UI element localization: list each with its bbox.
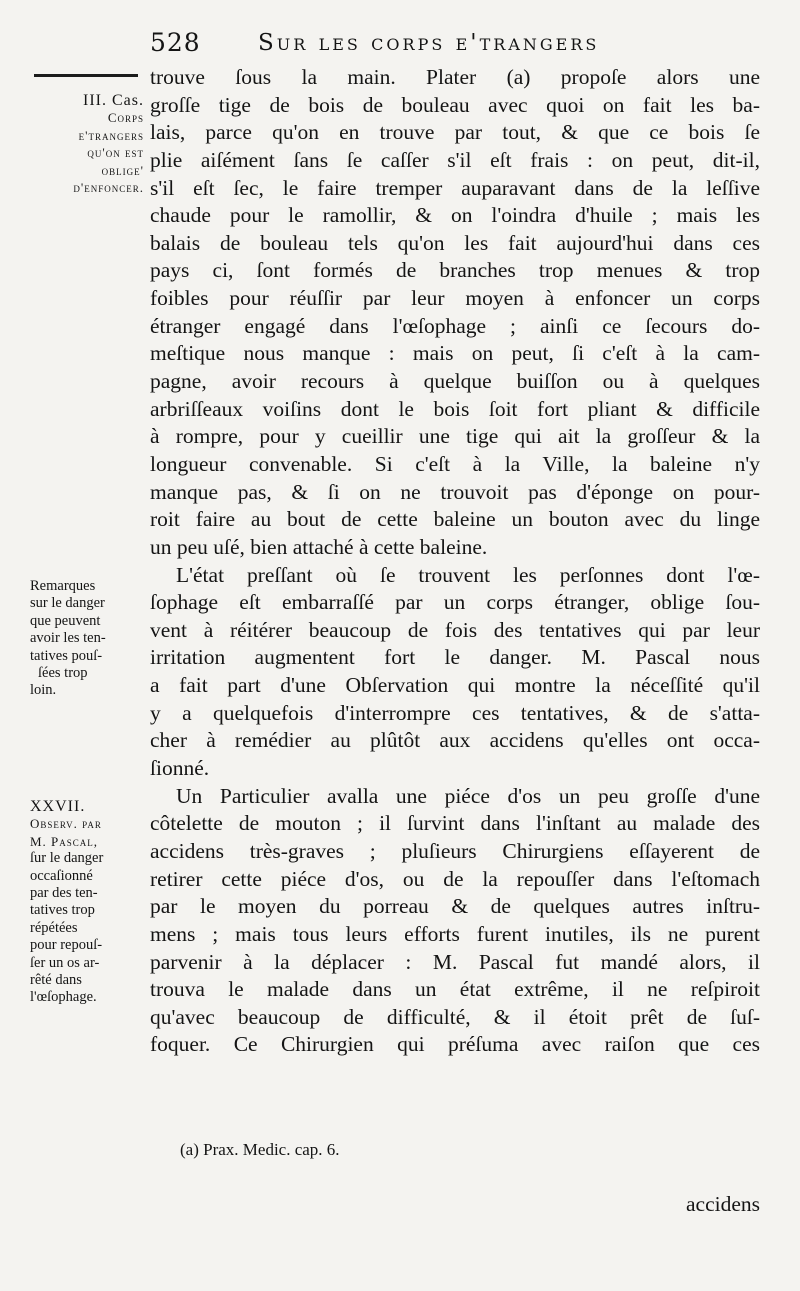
text-line: roit faire au bout de cette baleine un bouton avec du linge [150,507,760,532]
running-head: Sur les corps e'trangers [258,30,600,56]
margin-note-line: tatives trop [30,902,95,919]
margin-note-line: tatives pouſ- [30,647,103,664]
text-line: ſionné. [150,756,210,781]
page-header [150,28,760,64]
text-line: côtelette de mouton ; il ſurvint dans l'inſtant au malade des [150,811,760,836]
margin-note-line: ſées trop [38,664,88,681]
text-line: parvenir à la déplacer : M. Pascal fut mandé alors, il [150,949,760,974]
margin-note-line: pour repouſ- [30,937,103,954]
margin-note-line: sur le danger [30,595,105,612]
text-line: arbriſſeaux voiſins dont le bois ſoit fort pliant & difficile [150,396,760,421]
margin-note-line: occaſionné [30,867,93,884]
margin-note-line: Remarques [30,578,96,594]
margin-note-line: qu'on est [87,145,144,161]
text-line: vent à réitérer beaucoup de fois des tentatives qui par leur [150,617,760,642]
margin-note-line: loin. [30,682,57,699]
text-line: irritation augmentent fort le danger. M. Pascal nous [150,645,760,670]
text-line: a fait part d'une Obſervation qui montre la néceſſité qu'il [150,673,760,698]
text-line: manque pas, & ſi on ne trouvoit pas d'éponge on pour- [150,479,760,504]
margin-note-line: M. Pascal, [30,833,99,849]
margin-note-line: répétées [30,919,78,936]
text-line: s'il eſt ſec, le faire tremper auparavant dans de la leſſive [150,175,760,200]
text-line: meſtique nous manque : mais on peut, ſi c'eſt à la cam- [150,341,760,366]
text-line: étranger engagé dans l'œſophage ; ainſi ce ſecours do- [150,313,760,338]
margin-rule [34,74,138,77]
margin-note-line: XXVII. [30,798,86,815]
text-line: par le moyen du porreau & de quelques autres inſtru- [150,894,760,919]
margin-note-line: d'enfoncer. [73,179,144,195]
text-line: cher à remédier au plûtôt aux accidens qu'elles ont occa- [150,728,760,753]
text-line: plie aiſément ſans ſe caſſer s'il eſt frais : on peut, dit-il, [150,147,760,172]
text-line: balais de bouleau tels qu'on les fait aujourd'hui dans ces [150,230,760,255]
margin-note-line: que peuvent [30,612,101,629]
margin-note-line: III. Cas. [83,92,144,109]
text-line: pays ci, ſont formés de branches trop menues & trop [150,258,760,283]
text-line: accidens très-graves ; pluſieurs Chirurgiens eſſayerent de [150,838,760,863]
text-line: qu'avec beaucoup de difficulté, & il étoit prêt de ſuſ- [150,1004,760,1029]
catchword: accidens [685,1192,760,1216]
margin-note-line: avoir les ten- [30,630,106,647]
text-line: mens ; mais tous leurs efforts furent inutiles, ils ne purent [150,921,760,946]
text-line: ſophage eſt embarraſſé par un corps étranger, oblige ſou- [150,590,760,615]
margin-note-line: Observ. par [30,816,102,832]
text-line: un peu uſé, bien attaché à cette baleine. [150,534,488,559]
text-line: retirer cette piéce d'os, ou de la repouſſer dans l'eſtomach [150,866,760,891]
text-line: pagne, avoir recours à quelque buiſſon ou à quelques [150,369,760,394]
text-line: longueur convenable. Si c'eſt à la Ville, la baleine n'y [150,451,760,476]
margin-note-case-three [30,92,144,196]
main-text [150,64,760,1059]
page-number: 528 [150,28,201,57]
margin-note-line: par des ten- [30,884,98,901]
text-line: trouve ſous la main. Plater (a) propoſe alors une [150,65,760,89]
margin-note-line: oblige' [101,162,144,178]
margin-note-line: ſer un os ar- [30,954,100,971]
margin-note-observation [30,798,146,1007]
margin-note-line: rêté dans [30,971,82,988]
text-line: groſſe tige de bois de bouleau avec quoi on fait les ba- [150,92,760,117]
text-line: à rompre, pour y cueillir une tige qui ait la groſſeur & la [150,424,760,449]
text-line: foquer. Ce Chirurgien qui préſuma avec raiſon que ces [150,1032,760,1057]
text-line: foibles pour réuſſir par leur moyen à enfoncer un corps [150,286,760,311]
margin-note-line: ſur le danger [30,850,104,867]
text-line: y a quelquefois d'interrompre ces tentatives, & de s'atta- [150,700,760,725]
text-line: Un Particulier avalla une piéce d'os un peu groſſe d'une [176,783,760,808]
text-line: chaude pour le ramollir, & on l'oindra d'huile ; mais les [150,203,760,228]
text-line: lais, parce qu'on en trouve par tout, & que ce bois ſe [150,120,760,145]
margin-note-line: l'œſophage. [30,989,97,1006]
footnote: (a) Prax. Medic. cap. 6. [180,1140,340,1159]
text-line: L'état preſſant où ſe trouvent les perſonnes dont l'œ- [176,562,760,587]
margin-note-remarques [30,578,146,700]
margin-note-line: Corps [107,110,144,126]
margin-note-line: e'trangers [78,127,144,143]
text-line: trouva le malade dans un état extrême, il ne reſpiroit [150,977,760,1002]
